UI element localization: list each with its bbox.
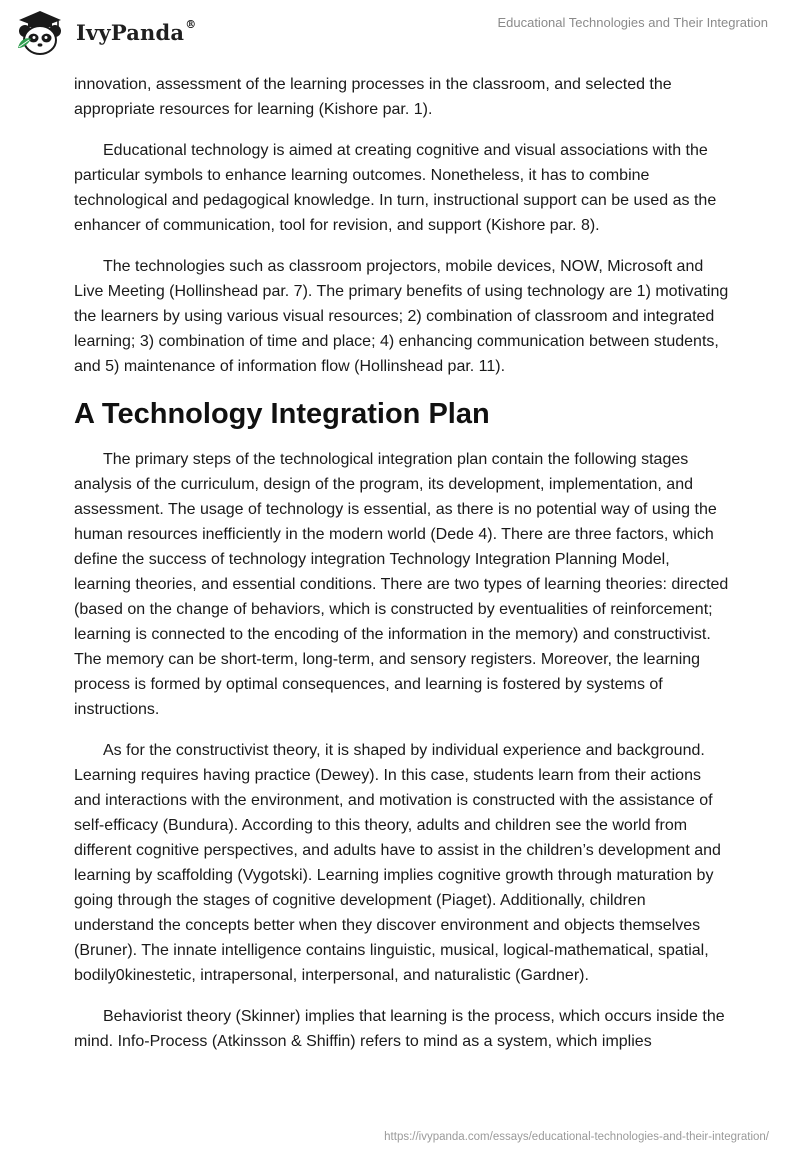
paragraph-behaviorist: Behaviorist theory (Skinner) implies that learning is the process, which occurs inside the mind. Info-Process (Atkinsson & Shiffin) refers to mind as a system, which implies — [74, 1008, 725, 1050]
paragraph-educational-technology: Educational technology is aimed at creating cognitive and visual associations with the particular symbols to enhance learning outcomes. Nonetheless, it has to combine technological and pedagogical knowledge. In turn, instructional support can be used as the enhancer of communication, tool for revision, and support (Kishore par. 8). — [74, 142, 717, 234]
paragraph-constructivist: As for the constructivist theory, it is shaped by individual experience and background. Learning requires having practice (Dewey). In this case, students learn from their actions and interactions with the environment, and motivation is constructed with the assistance of self-efficacy (Bundura). According to this theory, adults and children see the world from different cognitive perspectives, and adults have to assist in the children’s development and learning by scaffolding (Vygotski). Learning implies cognitive growth through maturation by going through the stages of cognitive development (Piaget). Additionally, children understand the concepts better when they discover environment and objects themselves (Bruner). The innate intelligence contains linguistic, musical, logical-mathematical, spatial, bodily0kinestetic, intrapersonal, interpersonal, and naturalistic (Gardner). — [74, 742, 721, 984]
paragraph-integration-plan: The primary steps of the technological integration plan contain the following stages analysis of the curriculum, design of the program, its development, implementation, and assessment. The usage of technology is essential, as there is no potential way of using the human resources inefficiently in the modern world (Dede 4). There are three factors, which define the success of technology integration Technology Integration Planning Model, learning theories, and essential conditions. There are two types of learning theories: directed (based on the change of behaviors, which is constructed by eventualities of reinforcement; learning is connected to the encoding of the information in the memory) and constructivist. The memory can be short-term, long-term, and sensory registers. Moreover, the learning process is formed by optimal consequences, and learning is fostered by systems of instructions. — [74, 451, 729, 718]
brand-name[interactable]: IvyPanda® — [76, 18, 197, 45]
section-heading: A Technology Integration Plan — [74, 398, 490, 430]
essay-body — [74, 72, 730, 1070]
document-title: Educational Technologies and Their Integration — [497, 15, 768, 30]
paragraph-continued: innovation, assessment of the learning processes in the classroom, and selected the appropriate resources for learning (Kishore par. 1). — [74, 76, 672, 118]
page-header — [0, 0, 800, 66]
paragraph-technologies: The technologies such as classroom projectors, mobile devices, NOW, Microsoft and Live Meeting (Hollinshead par. 7). The primary benefits of using technology are 1) motivating the learners by using various visual resources; 2) combination of classroom and integrated learning; 3) combination of time and place; 4) enhancing communication between students, and 5) maintenance of information flow (Hollinshead par. 11). — [74, 258, 729, 375]
source-url[interactable]: https://ivypanda.com/essays/educational-technologies-and-their-integration/ — [384, 1131, 769, 1143]
panda-graduate-icon[interactable] — [14, 8, 66, 58]
registered-mark: ® — [185, 18, 197, 31]
